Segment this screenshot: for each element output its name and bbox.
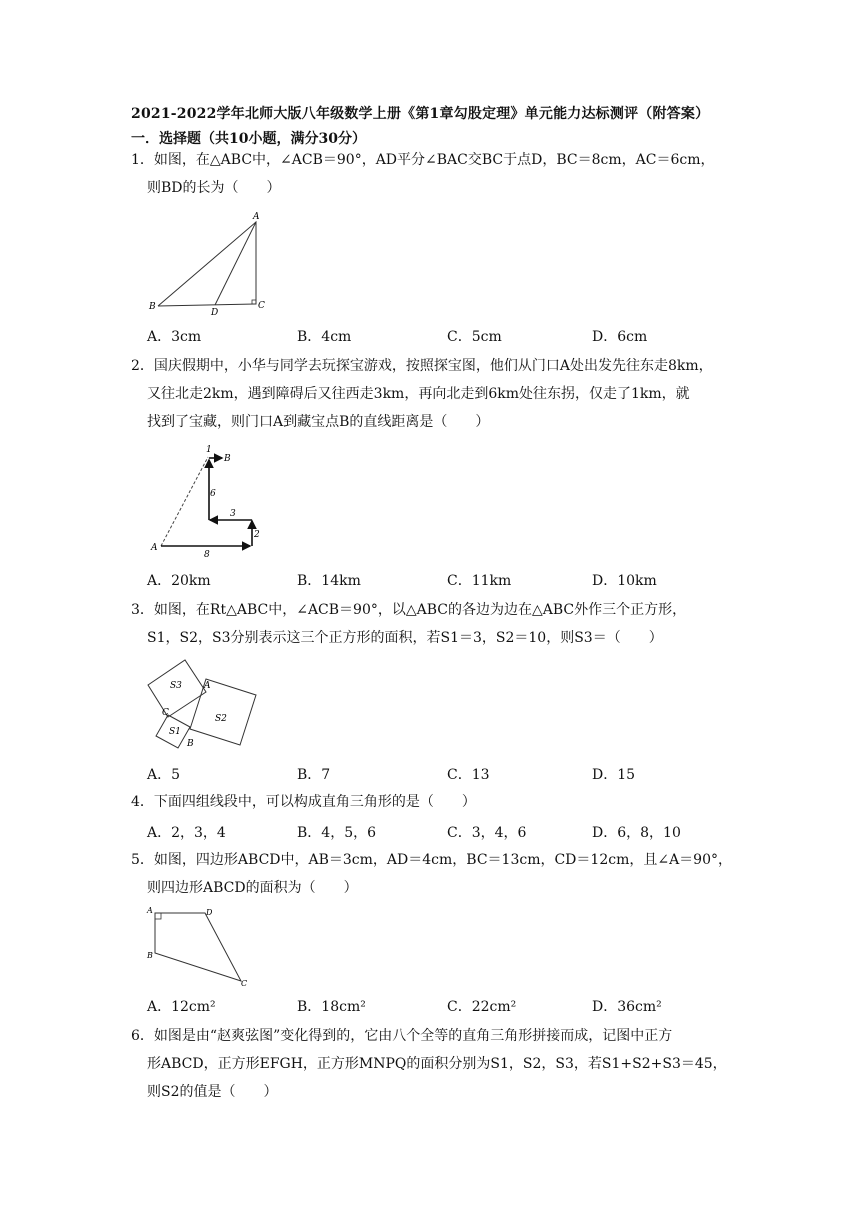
question-2: [131, 352, 731, 436]
label-3km: 3: [230, 509, 236, 519]
question-4: [131, 788, 731, 816]
label-s2: S2: [215, 714, 227, 724]
question-3-line-1: 3．如图，在Rt△ABC中，∠ACB＝90°，以△ABC的各边为边在△ABC外作三个正方形，: [131, 602, 687, 618]
option-c: C．3，4，6: [447, 825, 527, 841]
label-6km: 6: [210, 489, 216, 499]
label-b: B: [187, 739, 194, 749]
question-6-line-3: 则S2的值是（ ）: [147, 1084, 278, 1100]
label-b-point: B: [224, 454, 231, 464]
question-6: [131, 1022, 731, 1106]
label-a: A: [253, 212, 260, 222]
label-8km: 8: [204, 550, 210, 560]
question-5-line-1: 5．如图，四边形ABCD中，AB＝3cm，AD＝4cm，BC＝13cm，CD＝12cm，且∠A＝90°，: [131, 852, 732, 868]
option-c: C．11km: [447, 573, 512, 589]
question-4-options: [147, 822, 747, 844]
figure-three-squares: [145, 658, 260, 753]
option-d: D．15: [592, 767, 636, 783]
question-2-line-1: 2．国庆假期中，小华与同学去玩探宝游戏，按照探宝图，他们从门口A处出发先往东走8km，: [131, 358, 713, 374]
question-6-line-1: 6．如图是由“赵爽弦图”变化得到的，它由八个全等的直角三角形拼接而成，记图中正方: [131, 1028, 673, 1044]
option-a: A．12cm²: [147, 999, 216, 1015]
option-a: A．3cm: [147, 329, 202, 345]
figure-treasure-path: [148, 440, 273, 560]
question-3: [131, 596, 731, 652]
option-a: A．20km: [147, 573, 211, 589]
option-d: D．10km: [592, 573, 657, 589]
label-c: C: [162, 708, 169, 718]
label-s3: S3: [170, 681, 182, 691]
option-b: B．4，5，6: [297, 825, 377, 841]
question-2-options: [147, 570, 747, 592]
question-6-line-2: 形ABCD，正方形EFGH，正方形MNPQ的面积分别为S1，S2，S3，若S1+S2+S3＝45，: [147, 1056, 727, 1072]
question-5: [131, 846, 731, 902]
label-d: D: [206, 908, 213, 917]
label-a-point: A: [151, 543, 158, 553]
option-b: B．7: [297, 767, 331, 783]
option-c: C．13: [447, 767, 490, 783]
label-a: A: [147, 906, 153, 915]
label-d: D: [211, 308, 219, 315]
option-d: D．6，8，10: [592, 825, 681, 841]
question-1-line-2: 则BD的长为（ ）: [147, 180, 281, 196]
question-1-line-1: 1．如图，在△ABC中，∠ACB＝90°，AD平分∠BAC交BC于点D，BC＝8cm，AC＝6cm，: [131, 152, 715, 168]
option-c: C．5cm: [447, 329, 502, 345]
option-b: B．4cm: [297, 329, 352, 345]
figure-triangle-abc: [140, 210, 280, 315]
figure-quadrilateral-abcd: [143, 905, 258, 993]
label-c: C: [258, 301, 265, 311]
label-2km: 2: [254, 530, 260, 540]
question-2-line-3: 找到了宝藏，则门口A到藏宝点B的直线距离是（ ）: [147, 414, 490, 430]
label-b: B: [149, 302, 156, 312]
question-2-line-2: 又往北走2km，遇到障碍后又往西走3km，再向北走到6km处往东拐，仅走了1km，就: [147, 386, 690, 402]
label-1km: 1: [206, 445, 212, 455]
question-4-line-1: 4．下面四组线段中，可以构成直角三角形的是（ ）: [131, 794, 476, 810]
label-s1: S1: [169, 727, 181, 737]
question-1-options: [147, 326, 747, 348]
label-c: C: [241, 979, 248, 988]
option-a: A．2，3，4: [147, 825, 226, 841]
question-1: [131, 146, 731, 202]
option-d: D．6cm: [592, 329, 648, 345]
question-5-line-2: 则四边形ABCD的面积为（ ）: [147, 880, 358, 896]
option-d: D．36cm²: [592, 999, 662, 1015]
option-a: A．5: [147, 767, 181, 783]
section-heading: 一．选择题（共10小题，满分30分）: [131, 131, 366, 147]
question-3-options: [147, 764, 747, 786]
option-b: B．18cm²: [297, 999, 366, 1015]
label-a: A: [204, 681, 211, 691]
label-b: B: [147, 951, 153, 960]
document-title: 2021-2022学年北师大版八年级数学上册《第1章勾股定理》单元能力达标测评（附答案）: [131, 106, 710, 122]
option-b: B．14km: [297, 573, 361, 589]
question-3-line-2: S1，S2，S3分别表示这三个正方形的面积，若S1＝3，S2＝10，则S3＝（ ）: [147, 630, 663, 646]
question-5-options: [147, 996, 747, 1018]
option-c: C．22cm²: [447, 999, 517, 1015]
